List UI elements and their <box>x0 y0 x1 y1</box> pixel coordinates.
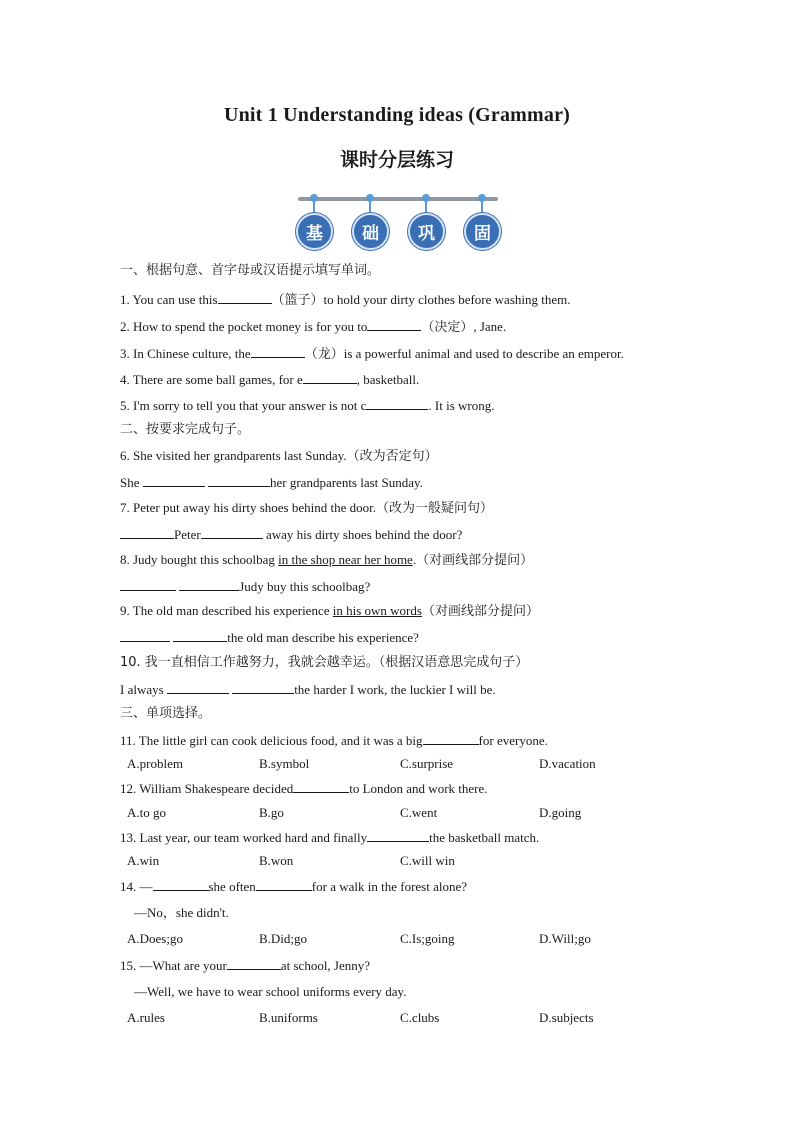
option-c[interactable]: C.clubs <box>400 1010 440 1025</box>
answer-text: Peter <box>174 527 201 542</box>
option-b[interactable]: B.symbol <box>259 756 310 771</box>
banner-stem <box>313 201 315 213</box>
section-heading: 三、单项选择。 <box>120 706 212 721</box>
question-text: 12. William Shakespeare decided <box>120 781 294 796</box>
answer-text: her grandparents last Sunday. <box>270 475 423 490</box>
question-text: for everyone. <box>478 733 548 748</box>
underlined-phrase: in his own words <box>332 603 422 618</box>
question-text: 6. She visited her grandparents last Sunday. <box>120 448 347 463</box>
answer-text: Judy buy this schoolbag? <box>239 579 371 594</box>
question-4 <box>120 371 419 388</box>
question-3 <box>120 345 624 363</box>
question-text: 3. In Chinese culture, the <box>120 346 251 361</box>
question-2 <box>120 318 506 336</box>
answer-line-10 <box>120 681 496 698</box>
question-text: . It is wrong. <box>428 398 495 413</box>
question-text: 11. The little girl can cook delicious food, and it was a big <box>120 733 423 748</box>
question-6 <box>120 448 438 465</box>
question-text: 7. Peter put away his dirty shoes behind the door. <box>120 500 376 515</box>
question-text: 8. Judy bought this schoolbag <box>120 552 279 567</box>
option-b[interactable]: B.won <box>259 853 294 868</box>
question-hint: （改为一般疑问句） <box>376 501 494 516</box>
option-a[interactable]: A.Does;go <box>127 931 183 946</box>
banner-char: 固 <box>464 213 501 250</box>
question-text: , basketball. <box>356 372 420 387</box>
answer-blank[interactable] <box>251 345 305 358</box>
question-hint: （龙） <box>304 347 344 362</box>
question-text: 9. The old man described his experience <box>120 603 333 618</box>
question-text: the basketball match. <box>429 830 540 845</box>
question-text: . <box>412 552 417 567</box>
answer-blank[interactable] <box>227 957 281 970</box>
question-text: to London and work there. <box>349 781 488 796</box>
answer-blank[interactable] <box>167 681 229 694</box>
banner-char: 础 <box>352 213 389 250</box>
answer-blank[interactable] <box>208 474 270 487</box>
question-hint: （对画线部分提问） <box>421 604 539 619</box>
option-c[interactable]: C.will win <box>400 853 455 868</box>
question-text: to hold your dirty clothes before washing them. <box>323 292 571 307</box>
answer-blank[interactable] <box>120 629 170 642</box>
dialogue-reply: —Well, we have to wear school uniforms every day. <box>134 984 407 999</box>
section-banner <box>296 193 502 255</box>
answer-text: I always <box>120 682 164 697</box>
answer-blank[interactable] <box>366 397 428 410</box>
question-text: 4. There are some ball games, for e <box>120 372 303 387</box>
question-hint: （对画线部分提问） <box>416 553 534 568</box>
question-7 <box>120 500 493 517</box>
answer-blank[interactable] <box>303 371 357 384</box>
option-d[interactable]: D.Will;go <box>539 931 591 946</box>
question-text: , Jane. <box>473 319 507 334</box>
option-a[interactable]: A.to go <box>127 805 166 820</box>
page-subtitle: 课时分层练习 <box>339 149 454 171</box>
answer-blank[interactable] <box>179 578 239 591</box>
banner-bar <box>298 197 498 201</box>
option-c[interactable]: C.Is;going <box>400 931 455 946</box>
question-text: for a walk in the forest alone? <box>311 879 468 894</box>
option-d[interactable]: D.going <box>539 805 582 820</box>
answer-blank[interactable] <box>201 526 263 539</box>
dialogue-reply: —No，she didn't. <box>134 905 229 920</box>
banner-char: 基 <box>296 213 333 250</box>
answer-line-9 <box>120 629 419 646</box>
answer-blank[interactable] <box>367 318 421 331</box>
question-hint: （改为否定句） <box>346 449 438 464</box>
banner-stem <box>481 201 483 213</box>
option-b[interactable]: B.go <box>259 805 284 820</box>
question-text: she often <box>208 879 256 894</box>
question-11 <box>120 732 548 749</box>
answer-blank[interactable] <box>218 291 272 304</box>
option-a[interactable]: A.problem <box>127 756 183 771</box>
question-13 <box>120 829 539 846</box>
option-a[interactable]: A.rules <box>127 1010 165 1025</box>
answer-text: the harder I work, the luckier I will be. <box>294 682 496 697</box>
answer-blank[interactable] <box>143 474 205 487</box>
option-b[interactable]: B.uniforms <box>259 1010 318 1025</box>
question-text: 13. Last year, our team worked hard and finally <box>120 830 368 845</box>
question-text: at school, Jenny? <box>280 958 371 973</box>
question-text: 15. —What are your <box>120 958 227 973</box>
question-hint: （篮子） <box>271 293 324 308</box>
option-b[interactable]: B.Did;go <box>259 931 308 946</box>
answer-blank[interactable] <box>423 732 479 745</box>
question-1 <box>120 291 570 309</box>
question-9 <box>120 603 539 620</box>
underlined-phrase: in the shop near her home <box>278 552 413 567</box>
answer-blank[interactable] <box>120 578 176 591</box>
question-5 <box>120 397 495 414</box>
answer-blank[interactable] <box>367 829 429 842</box>
section-heading: 二、按要求完成句子。 <box>120 422 251 437</box>
question-text: 1. You can use this <box>120 292 218 307</box>
answer-line-7 <box>120 526 462 543</box>
answer-text: the old man describe his experience? <box>227 630 419 645</box>
banner-stem <box>425 201 427 213</box>
option-a[interactable]: A.win <box>127 853 160 868</box>
answer-blank[interactable] <box>256 878 312 891</box>
option-d[interactable]: D.subjects <box>539 1010 594 1025</box>
question-12 <box>120 780 488 797</box>
question-10: 10. 我一直相信工作越努力，我就会越幸运。（根据汉语意思完成句子） <box>120 655 529 670</box>
option-c[interactable]: C.went <box>400 805 438 820</box>
question-text: 14. — <box>120 879 153 894</box>
page-title: Unit 1 Understanding ideas (Grammar) <box>223 104 571 126</box>
section-heading: 一、根据句意、首字母或汉语提示填写单词。 <box>120 263 381 278</box>
question-8 <box>120 552 533 569</box>
question-15 <box>120 957 370 974</box>
answer-blank[interactable] <box>232 681 294 694</box>
question-14 <box>120 878 467 895</box>
option-c[interactable]: C.surprise <box>400 756 454 771</box>
banner-stem <box>369 201 371 213</box>
question-hint: （决定） <box>421 320 474 335</box>
banner-char: 巩 <box>408 213 445 250</box>
answer-blank[interactable] <box>120 526 174 539</box>
question-text: 2. How to spend the pocket money is for you to <box>120 319 368 334</box>
question-text: is a powerful animal and used to describe an emperor. <box>343 346 624 361</box>
answer-blank[interactable] <box>153 878 209 891</box>
answer-blank[interactable] <box>173 629 227 642</box>
answer-blank[interactable] <box>293 780 349 793</box>
answer-line-6 <box>120 474 423 491</box>
answer-text: She <box>120 475 140 490</box>
option-d[interactable]: D.vacation <box>539 756 596 771</box>
answer-text: away his dirty shoes behind the door? <box>265 527 463 542</box>
answer-line-8 <box>120 578 370 595</box>
question-text: 5. I'm sorry to tell you that your answer is not c <box>120 398 367 413</box>
